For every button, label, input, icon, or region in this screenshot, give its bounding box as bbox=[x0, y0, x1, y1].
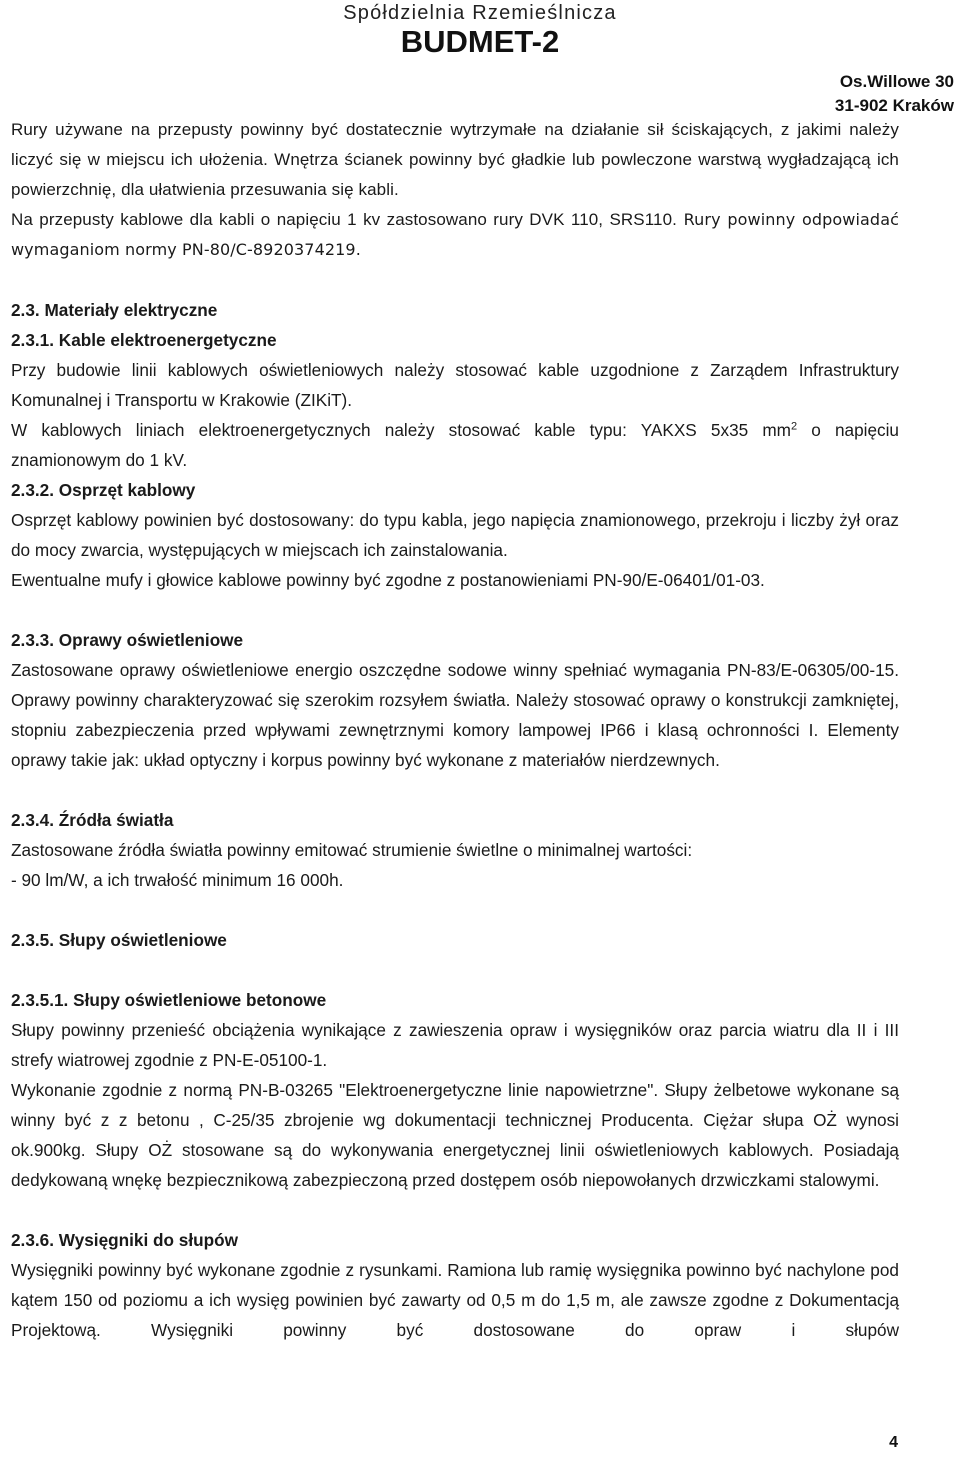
header-company-name: BUDMET-2 bbox=[400, 24, 560, 59]
cables-paragraph-1: Przy budowie linii kablowych oświetleniowych należy stosować kable uzgodnione z Zarządem Infrastruktury Komunalnej i Transportu w Krakowie (ZIKiT). bbox=[11, 360, 899, 410]
concrete-poles-paragraph-1: Słupy powinny przenieść obciążenia wynikające z zawieszenia opraw i wysięgników oraz parcia wiatru dla II i III strefy wiatrowej zgodnie z PN-E-05100-1. bbox=[11, 1020, 899, 1070]
header-address-street: Os.Willowe 30 bbox=[839, 72, 954, 91]
intro-paragraph-2-rest: Rury powinny odpowiadać wymaganiom normy PN-80/C-8920374219. bbox=[11, 210, 899, 259]
subsection-heading-brackets: 2.3.6. Wysięgniki do słupów bbox=[11, 1230, 238, 1250]
brackets-paragraph: Wysięgniki powinny być wykonane zgodnie z rysunkami. Ramiona lub ramię wysięgnika powinno być nachylone pod kątem 150 od poziomu a ich wysięg powinien być zawarty od 0,5 m do 1,5 m, ale zawsze zgodne z Dokumentacją Projektową. Wysięgniki powinny być dostosowane do opraw i słupów bbox=[11, 1260, 899, 1340]
luminaires-paragraph: Zastosowane oprawy oświetleniowe energio oszczędne sodowe winny spełniać wymagania PN-83/E-06305/00-15. Oprawy powinny charakteryzować się szerokim rozsyłem światła. Należy stosować oprawy o konstrukcji zamkniętej, stopniu zabezpieczenia przed wpływami zewnętrznymi komory lampowej IP66 i klasą ochronności I. Elementy oprawy takie jak: układ optyczny i korpus powinny być wykonane z materiałów nierdzewnych. bbox=[11, 660, 899, 770]
subsection-heading-fittings: 2.3.2. Osprzęt kablowy bbox=[11, 480, 196, 500]
document-body bbox=[11, 115, 899, 1345]
header-company: Spółdzielnia Rzemieślnicza bbox=[343, 2, 617, 24]
subsection-heading-cables: 2.3.1. Kable elektroenergetyczne bbox=[11, 330, 277, 350]
fittings-paragraph-1: Osprzęt kablowy powinien być dostosowany: do typu kabla, jego napięcia znamionowego, przekroju i liczby żył oraz do mocy zwarcia, występujących w miejscach ich zainstalowania. bbox=[11, 510, 899, 560]
subsection-heading-luminaires: 2.3.3. Oprawy oświetleniowe bbox=[11, 630, 244, 650]
intro-paragraph-2-arial: Na przepusty kablowe dla kabli o napięciu 1 kv zastosowano rury DVK 110, SRS110. bbox=[11, 210, 677, 229]
intro-paragraph-1: Rury używane na przepusty powinny być dostatecznie wytrzymałe na działanie sił ściskających, z jakimi należy liczyć się w miejscu ich ułożenia. Wnętrza ścianek powinny być gładkie lub powleczone warstwą wygładzającą ich powierzchnię, dla ułatwienia przesuwania się kabli. bbox=[11, 120, 899, 199]
subsection-heading-concrete-poles: 2.3.5.1. Słupy oświetleniowe betonowe bbox=[11, 990, 327, 1010]
cables-paragraph-2-text: W kablowych liniach elektroenergetycznych należy stosować kable typu: YAKXS 5x35 mm bbox=[11, 420, 791, 440]
subsection-heading-poles: 2.3.5. Słupy oświetleniowe bbox=[11, 930, 227, 950]
page-number: 4 bbox=[889, 1434, 898, 1451]
intro-paragraph-2 bbox=[11, 205, 899, 265]
concrete-poles-paragraph-2: Wykonanie zgodnie z normą PN-B-03265 "Elektroenergetyczne linie napowietrzne". Słupy żelbetowe wykonane są winny być z z betonu , C-25/35 zbrojenie wg dokumentacji technicznej Producenta. Ciężar słupa OŻ wynosi ok.900kg. Słupy OŻ stosowane są do wykonywania energetycznej linii oświetleniowych kablowych. Posiadają dedykowaną wnękę bezpiecznikową zabezpieczoną przed dostępem osób niepowołanych drzwiczkami stalowymi. bbox=[11, 1080, 899, 1190]
section-heading: 2.3. Materiały elektryczne bbox=[11, 300, 218, 320]
fittings-paragraph-2: Ewentualne mufy i głowice kablowe powinny być zgodne z postanowieniami PN-90/E-06401/01-03. bbox=[11, 570, 765, 590]
light-sources-paragraph-2: - 90 lm/W, a ich trwałość minimum 16 000h. bbox=[11, 870, 344, 890]
superscript: 2 bbox=[790, 420, 798, 433]
cables-paragraph-2-tail: o napięciu znamionowym do 1 kV. bbox=[11, 420, 899, 470]
cables-paragraph-2 bbox=[11, 415, 899, 475]
header-address-city: 31-902 Kraków bbox=[834, 96, 954, 115]
light-sources-paragraph-1: Zastosowane źródła światła powinny emitować strumienie świetlne o minimalnej wartości: bbox=[11, 840, 693, 860]
subsection-heading-light-sources: 2.3.4. Źródła światła bbox=[11, 810, 174, 830]
